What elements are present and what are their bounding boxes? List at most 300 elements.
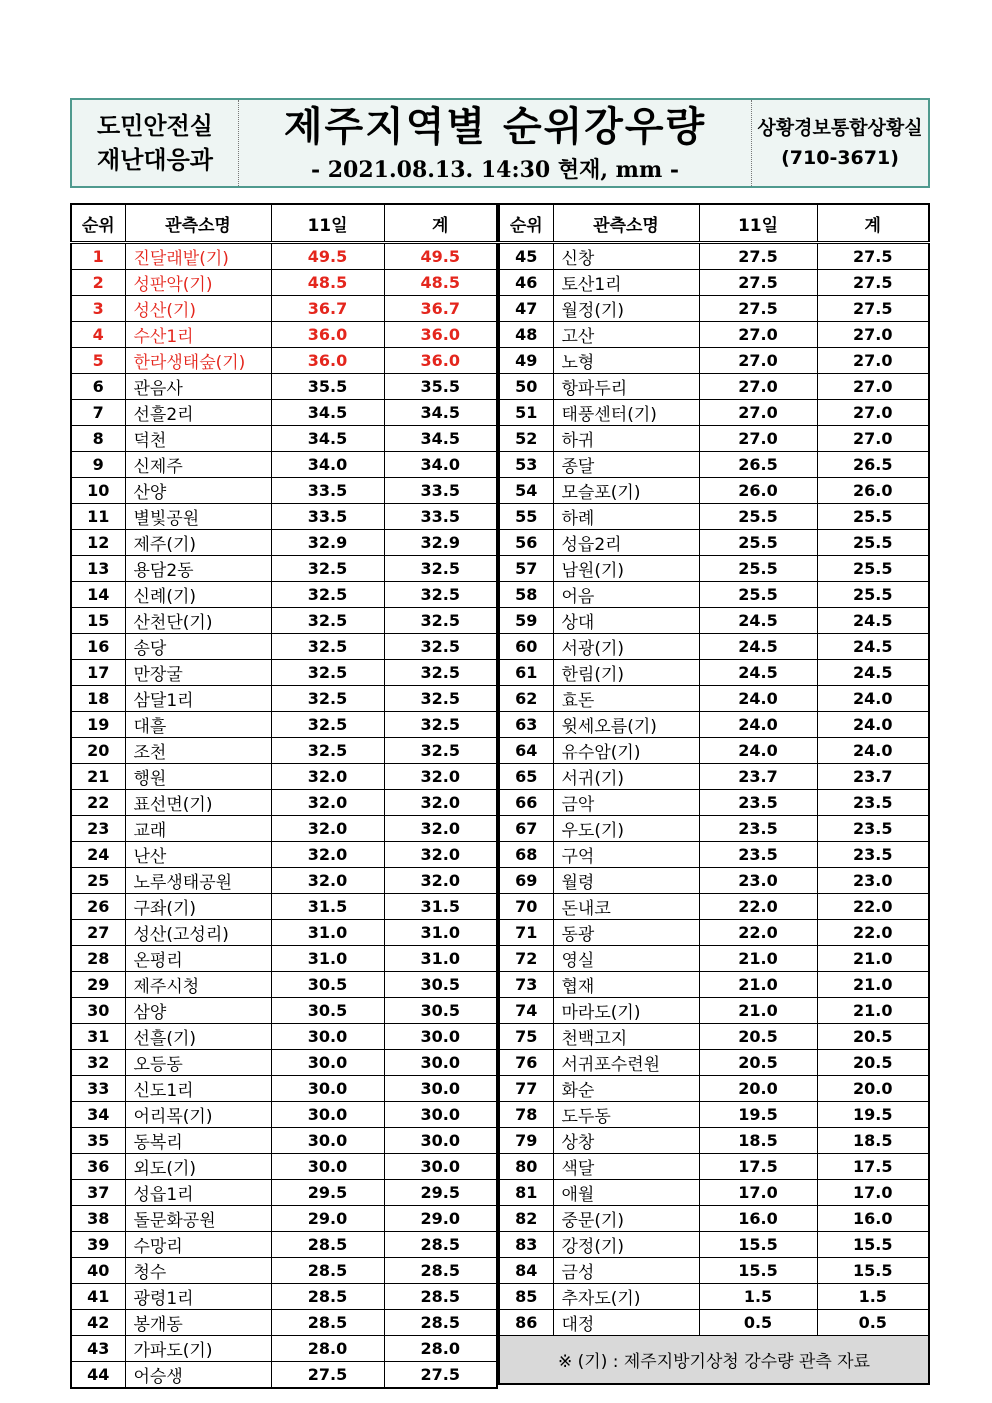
rank-cell: 66 [499,790,553,816]
table-row [71,426,497,452]
station-name-cell: 동광 [553,920,699,946]
total-rainfall-cell: 26.0 [817,478,929,504]
table-row [499,1180,929,1206]
station-name-cell: 어승생 [125,1362,271,1389]
rank-cell: 40 [71,1258,125,1284]
day-rainfall-cell: 29.5 [271,1180,384,1206]
rank-cell: 22 [71,790,125,816]
table-row [71,634,497,660]
table-row [71,478,497,504]
rank-cell: 81 [499,1180,553,1206]
station-header: 관측소명 [553,204,699,243]
total-rainfall-cell: 30.0 [384,1076,497,1102]
rank-cell: 45 [499,243,553,270]
rank-cell: 54 [499,478,553,504]
station-name-cell: 한림(기) [553,660,699,686]
station-name-cell: 제주(기) [125,530,271,556]
rank-cell: 28 [71,946,125,972]
day-rainfall-cell: 22.0 [699,920,817,946]
station-name-cell: 추자도(기) [553,1284,699,1310]
table-row [71,1180,497,1206]
station-name-cell: 외도(기) [125,1154,271,1180]
table-row [71,296,497,322]
report-header [70,98,930,188]
table-row [71,1232,497,1258]
total-rainfall-cell: 32.5 [384,712,497,738]
rank-cell: 26 [71,894,125,920]
station-name-cell: 표선면(기) [125,790,271,816]
day-rainfall-cell: 28.0 [271,1336,384,1362]
day-rainfall-cell: 30.0 [271,1024,384,1050]
total-rainfall-cell: 25.5 [817,504,929,530]
rank-cell: 14 [71,582,125,608]
rank-cell: 1 [71,243,125,270]
rank-cell: 79 [499,1128,553,1154]
rank-cell: 57 [499,556,553,582]
day-rainfall-cell: 21.0 [699,972,817,998]
table-row [71,1336,497,1362]
table-row [499,1050,929,1076]
station-name-cell: 태풍센터(기) [553,400,699,426]
rainfall-table-left [70,203,498,1389]
rank-cell: 36 [71,1154,125,1180]
total-rainfall-cell: 32.5 [384,738,497,764]
table-row [71,374,497,400]
day-rainfall-cell: 30.0 [271,1050,384,1076]
day-rainfall-cell: 29.0 [271,1206,384,1232]
total-rainfall-cell: 22.0 [817,920,929,946]
station-name-cell: 모슬포(기) [553,478,699,504]
day-rainfall-cell: 31.0 [271,946,384,972]
station-name-cell: 우도(기) [553,816,699,842]
day-rainfall-cell: 26.0 [699,478,817,504]
table-row [499,374,929,400]
rank-cell: 5 [71,348,125,374]
table-row [71,1310,497,1336]
station-name-cell: 오등동 [125,1050,271,1076]
total-rainfall-cell: 27.5 [817,243,929,270]
day-rainfall-cell: 23.5 [699,790,817,816]
total-rainfall-cell: 27.5 [817,296,929,322]
day-rainfall-cell: 24.0 [699,712,817,738]
station-name-cell: 월정(기) [553,296,699,322]
day-rainfall-cell: 24.5 [699,660,817,686]
rank-cell: 21 [71,764,125,790]
day-rainfall-cell: 25.5 [699,582,817,608]
total-rainfall-cell: 0.5 [817,1310,929,1336]
rank-cell: 39 [71,1232,125,1258]
day-rainfall-cell: 17.0 [699,1180,817,1206]
table-row [71,530,497,556]
rank-header: 순위 [71,204,125,243]
day-rainfall-cell: 32.0 [271,764,384,790]
station-name-cell: 삼달1리 [125,686,271,712]
station-name-cell: 협재 [553,972,699,998]
total-rainfall-cell: 28.0 [384,1336,497,1362]
table-row [499,738,929,764]
rank-cell: 27 [71,920,125,946]
table-row [499,764,929,790]
station-name-cell: 성읍2리 [553,530,699,556]
rank-cell: 61 [499,660,553,686]
table-row [71,1258,497,1284]
table-header-row [71,204,497,243]
rank-cell: 75 [499,1024,553,1050]
rank-cell: 2 [71,270,125,296]
table-header-row [499,204,929,243]
station-name-cell: 덕천 [125,426,271,452]
rank-cell: 3 [71,296,125,322]
station-name-cell: 금악 [553,790,699,816]
table-row [499,634,929,660]
table-row [71,712,497,738]
station-name-cell: 돌문화공원 [125,1206,271,1232]
day-rainfall-cell: 28.5 [271,1284,384,1310]
total-rainfall-cell: 27.0 [817,322,929,348]
rank-cell: 8 [71,426,125,452]
station-name-cell: 별빛공원 [125,504,271,530]
station-name-cell: 송당 [125,634,271,660]
total-rainfall-cell: 16.0 [817,1206,929,1232]
source-note: ※ (기) : 제주지방기상청 강수량 관측 자료 [499,1336,929,1385]
total-rainfall-cell: 15.5 [817,1258,929,1284]
total-rainfall-cell: 30.0 [384,1102,497,1128]
station-name-cell: 서귀(기) [553,764,699,790]
day-rainfall-cell: 31.5 [271,894,384,920]
table-row [499,998,929,1024]
rank-cell: 25 [71,868,125,894]
table-row [71,816,497,842]
total-rainfall-cell: 27.0 [817,400,929,426]
station-name-cell: 금성 [553,1258,699,1284]
total-rainfall-cell: 32.5 [384,556,497,582]
station-name-cell: 항파두리 [553,374,699,400]
total-rainfall-cell: 20.5 [817,1024,929,1050]
table-row [71,764,497,790]
station-name-cell: 교래 [125,816,271,842]
rank-cell: 48 [499,322,553,348]
rank-cell: 35 [71,1128,125,1154]
station-name-cell: 유수암(기) [553,738,699,764]
table-row [499,868,929,894]
rank-cell: 34 [71,1102,125,1128]
rank-cell: 46 [499,270,553,296]
station-name-cell: 영실 [553,946,699,972]
day-rainfall-cell: 30.0 [271,1076,384,1102]
total-rainfall-cell: 25.5 [817,582,929,608]
table-row [499,1258,929,1284]
table-row [499,1310,929,1336]
station-name-cell: 상창 [553,1128,699,1154]
station-name-cell: 가파도(기) [125,1336,271,1362]
station-name-cell: 진달래밭(기) [125,243,271,270]
table-row [499,400,929,426]
table-row [71,270,497,296]
station-name-cell: 산양 [125,478,271,504]
station-name-cell: 구억 [553,842,699,868]
day-header: 11일 [271,204,384,243]
rank-cell: 63 [499,712,553,738]
station-name-cell: 조천 [125,738,271,764]
rank-cell: 56 [499,530,553,556]
day-rainfall-cell: 18.5 [699,1128,817,1154]
rank-cell: 9 [71,452,125,478]
station-name-cell: 광령1리 [125,1284,271,1310]
table-row [499,243,929,270]
table-row [71,452,497,478]
total-rainfall-cell: 20.0 [817,1076,929,1102]
station-name-cell: 고산 [553,322,699,348]
station-name-cell: 동복리 [125,1128,271,1154]
day-rainfall-cell: 27.0 [699,400,817,426]
rank-cell: 60 [499,634,553,660]
day-rainfall-cell: 25.5 [699,504,817,530]
total-rainfall-cell: 27.0 [817,374,929,400]
station-name-cell: 화순 [553,1076,699,1102]
table-row [499,712,929,738]
rank-cell: 67 [499,816,553,842]
rank-cell: 6 [71,374,125,400]
rank-cell: 20 [71,738,125,764]
contact-box [751,100,928,186]
station-name-cell: 난산 [125,842,271,868]
total-rainfall-cell: 32.5 [384,634,497,660]
table-row [499,686,929,712]
station-name-cell: 색달 [553,1154,699,1180]
day-rainfall-cell: 16.0 [699,1206,817,1232]
table-row [71,998,497,1024]
table-row [71,894,497,920]
rank-cell: 37 [71,1180,125,1206]
department-name: 도민안전실 [97,112,213,140]
day-rainfall-cell: 49.5 [271,243,384,270]
station-name-cell: 어음 [553,582,699,608]
station-name-cell: 상대 [553,608,699,634]
total-rainfall-cell: 27.5 [384,1362,497,1389]
station-name-cell: 신례(기) [125,582,271,608]
day-rainfall-cell: 32.0 [271,842,384,868]
day-header: 11일 [699,204,817,243]
day-rainfall-cell: 32.0 [271,790,384,816]
table-row [499,920,929,946]
table-row [71,1206,497,1232]
rank-cell: 84 [499,1258,553,1284]
day-rainfall-cell: 32.5 [271,686,384,712]
total-rainfall-cell: 32.5 [384,608,497,634]
station-name-cell: 봉개동 [125,1310,271,1336]
day-rainfall-cell: 32.5 [271,712,384,738]
day-rainfall-cell: 27.5 [271,1362,384,1389]
rank-cell: 30 [71,998,125,1024]
rank-cell: 86 [499,1310,553,1336]
table-row [499,504,929,530]
total-rainfall-cell: 24.5 [817,660,929,686]
station-name-cell: 성산(기) [125,296,271,322]
station-name-cell: 천백고지 [553,1024,699,1050]
total-rainfall-cell: 32.0 [384,764,497,790]
rank-cell: 76 [499,1050,553,1076]
table-row [499,452,929,478]
total-rainfall-cell: 32.5 [384,582,497,608]
day-rainfall-cell: 1.5 [699,1284,817,1310]
office-name: 상황경보통합상황실 [757,117,923,139]
day-rainfall-cell: 32.5 [271,738,384,764]
table-row [71,946,497,972]
table-row [71,582,497,608]
rank-cell: 33 [71,1076,125,1102]
station-name-cell: 대정 [553,1310,699,1336]
station-name-cell: 윗세오름(기) [553,712,699,738]
rank-cell: 73 [499,972,553,998]
table-row [499,894,929,920]
rank-cell: 32 [71,1050,125,1076]
table-row [499,790,929,816]
rank-cell: 68 [499,842,553,868]
total-rainfall-cell: 36.7 [384,296,497,322]
rank-cell: 17 [71,660,125,686]
rank-cell: 62 [499,686,553,712]
office-phone: (710-3671) [781,147,899,169]
table-row [499,608,929,634]
total-rainfall-cell: 28.5 [384,1310,497,1336]
rank-cell: 12 [71,530,125,556]
table-row [71,660,497,686]
table-row [71,1050,497,1076]
rank-cell: 18 [71,686,125,712]
table-row [71,1102,497,1128]
table-row [71,243,497,270]
station-name-cell: 온평리 [125,946,271,972]
rank-cell: 4 [71,322,125,348]
day-rainfall-cell: 23.7 [699,764,817,790]
station-name-cell: 선흘(기) [125,1024,271,1050]
total-rainfall-cell: 24.5 [817,634,929,660]
station-name-cell: 애월 [553,1180,699,1206]
total-rainfall-cell: 21.0 [817,946,929,972]
total-rainfall-cell: 21.0 [817,998,929,1024]
day-rainfall-cell: 36.0 [271,322,384,348]
station-name-cell: 행원 [125,764,271,790]
total-header: 계 [384,204,497,243]
total-rainfall-cell: 34.0 [384,452,497,478]
total-rainfall-cell: 1.5 [817,1284,929,1310]
station-name-cell: 관음사 [125,374,271,400]
total-rainfall-cell: 32.0 [384,868,497,894]
table-row [499,478,929,504]
table-row [499,348,929,374]
table-row [499,1076,929,1102]
station-name-cell: 제주시청 [125,972,271,998]
total-rainfall-cell: 30.5 [384,972,497,998]
day-rainfall-cell: 32.0 [271,868,384,894]
day-rainfall-cell: 30.0 [271,1128,384,1154]
total-rainfall-cell: 23.7 [817,764,929,790]
page-subtitle: - 2021.08.13. 14:30 현재, mm - [310,156,680,183]
rank-cell: 44 [71,1362,125,1389]
title-box [239,100,751,186]
total-rainfall-cell: 34.5 [384,400,497,426]
rank-cell: 24 [71,842,125,868]
total-rainfall-cell: 32.5 [384,660,497,686]
table-row [499,1128,929,1154]
station-name-cell: 신도1리 [125,1076,271,1102]
table-row [71,1076,497,1102]
total-rainfall-cell: 48.5 [384,270,497,296]
rank-cell: 11 [71,504,125,530]
day-rainfall-cell: 15.5 [699,1232,817,1258]
table-row [71,790,497,816]
day-rainfall-cell: 32.5 [271,582,384,608]
note-row [499,1336,929,1385]
day-rainfall-cell: 27.0 [699,348,817,374]
total-rainfall-cell: 26.5 [817,452,929,478]
station-name-cell: 만장굴 [125,660,271,686]
total-rainfall-cell: 22.0 [817,894,929,920]
station-name-cell: 산천단(기) [125,608,271,634]
total-rainfall-cell: 23.5 [817,790,929,816]
table-row [71,920,497,946]
table-row [71,322,497,348]
station-name-cell: 삼양 [125,998,271,1024]
table-row [499,1102,929,1128]
total-rainfall-cell: 18.5 [817,1128,929,1154]
day-rainfall-cell: 21.0 [699,998,817,1024]
day-rainfall-cell: 0.5 [699,1310,817,1336]
table-row [71,1154,497,1180]
table-row [71,842,497,868]
total-rainfall-cell: 36.0 [384,348,497,374]
day-rainfall-cell: 24.5 [699,634,817,660]
rank-cell: 42 [71,1310,125,1336]
rank-cell: 80 [499,1154,553,1180]
station-name-cell: 수산1리 [125,322,271,348]
total-rainfall-cell: 24.0 [817,738,929,764]
station-name-cell: 신제주 [125,452,271,478]
day-rainfall-cell: 20.5 [699,1024,817,1050]
total-rainfall-cell: 32.0 [384,790,497,816]
day-rainfall-cell: 28.5 [271,1310,384,1336]
station-name-cell: 종달 [553,452,699,478]
rank-cell: 47 [499,296,553,322]
station-name-cell: 월령 [553,868,699,894]
rank-cell: 51 [499,400,553,426]
rank-cell: 29 [71,972,125,998]
rank-cell: 83 [499,1232,553,1258]
station-name-cell: 어리목(기) [125,1102,271,1128]
rank-cell: 53 [499,452,553,478]
table-row [499,530,929,556]
total-rainfall-cell: 29.5 [384,1180,497,1206]
total-rainfall-cell: 24.5 [817,608,929,634]
total-rainfall-cell: 30.5 [384,998,497,1024]
table-row [499,322,929,348]
rank-cell: 82 [499,1206,553,1232]
table-row [71,868,497,894]
total-rainfall-cell: 27.5 [817,270,929,296]
rank-cell: 65 [499,764,553,790]
station-name-cell: 용담2동 [125,556,271,582]
day-rainfall-cell: 25.5 [699,556,817,582]
rank-cell: 15 [71,608,125,634]
table-row [499,1232,929,1258]
total-rainfall-cell: 35.5 [384,374,497,400]
station-header: 관측소명 [125,204,271,243]
total-rainfall-cell: 25.5 [817,556,929,582]
day-rainfall-cell: 28.5 [271,1258,384,1284]
station-name-cell: 대흘 [125,712,271,738]
station-name-cell: 청수 [125,1258,271,1284]
rank-cell: 16 [71,634,125,660]
